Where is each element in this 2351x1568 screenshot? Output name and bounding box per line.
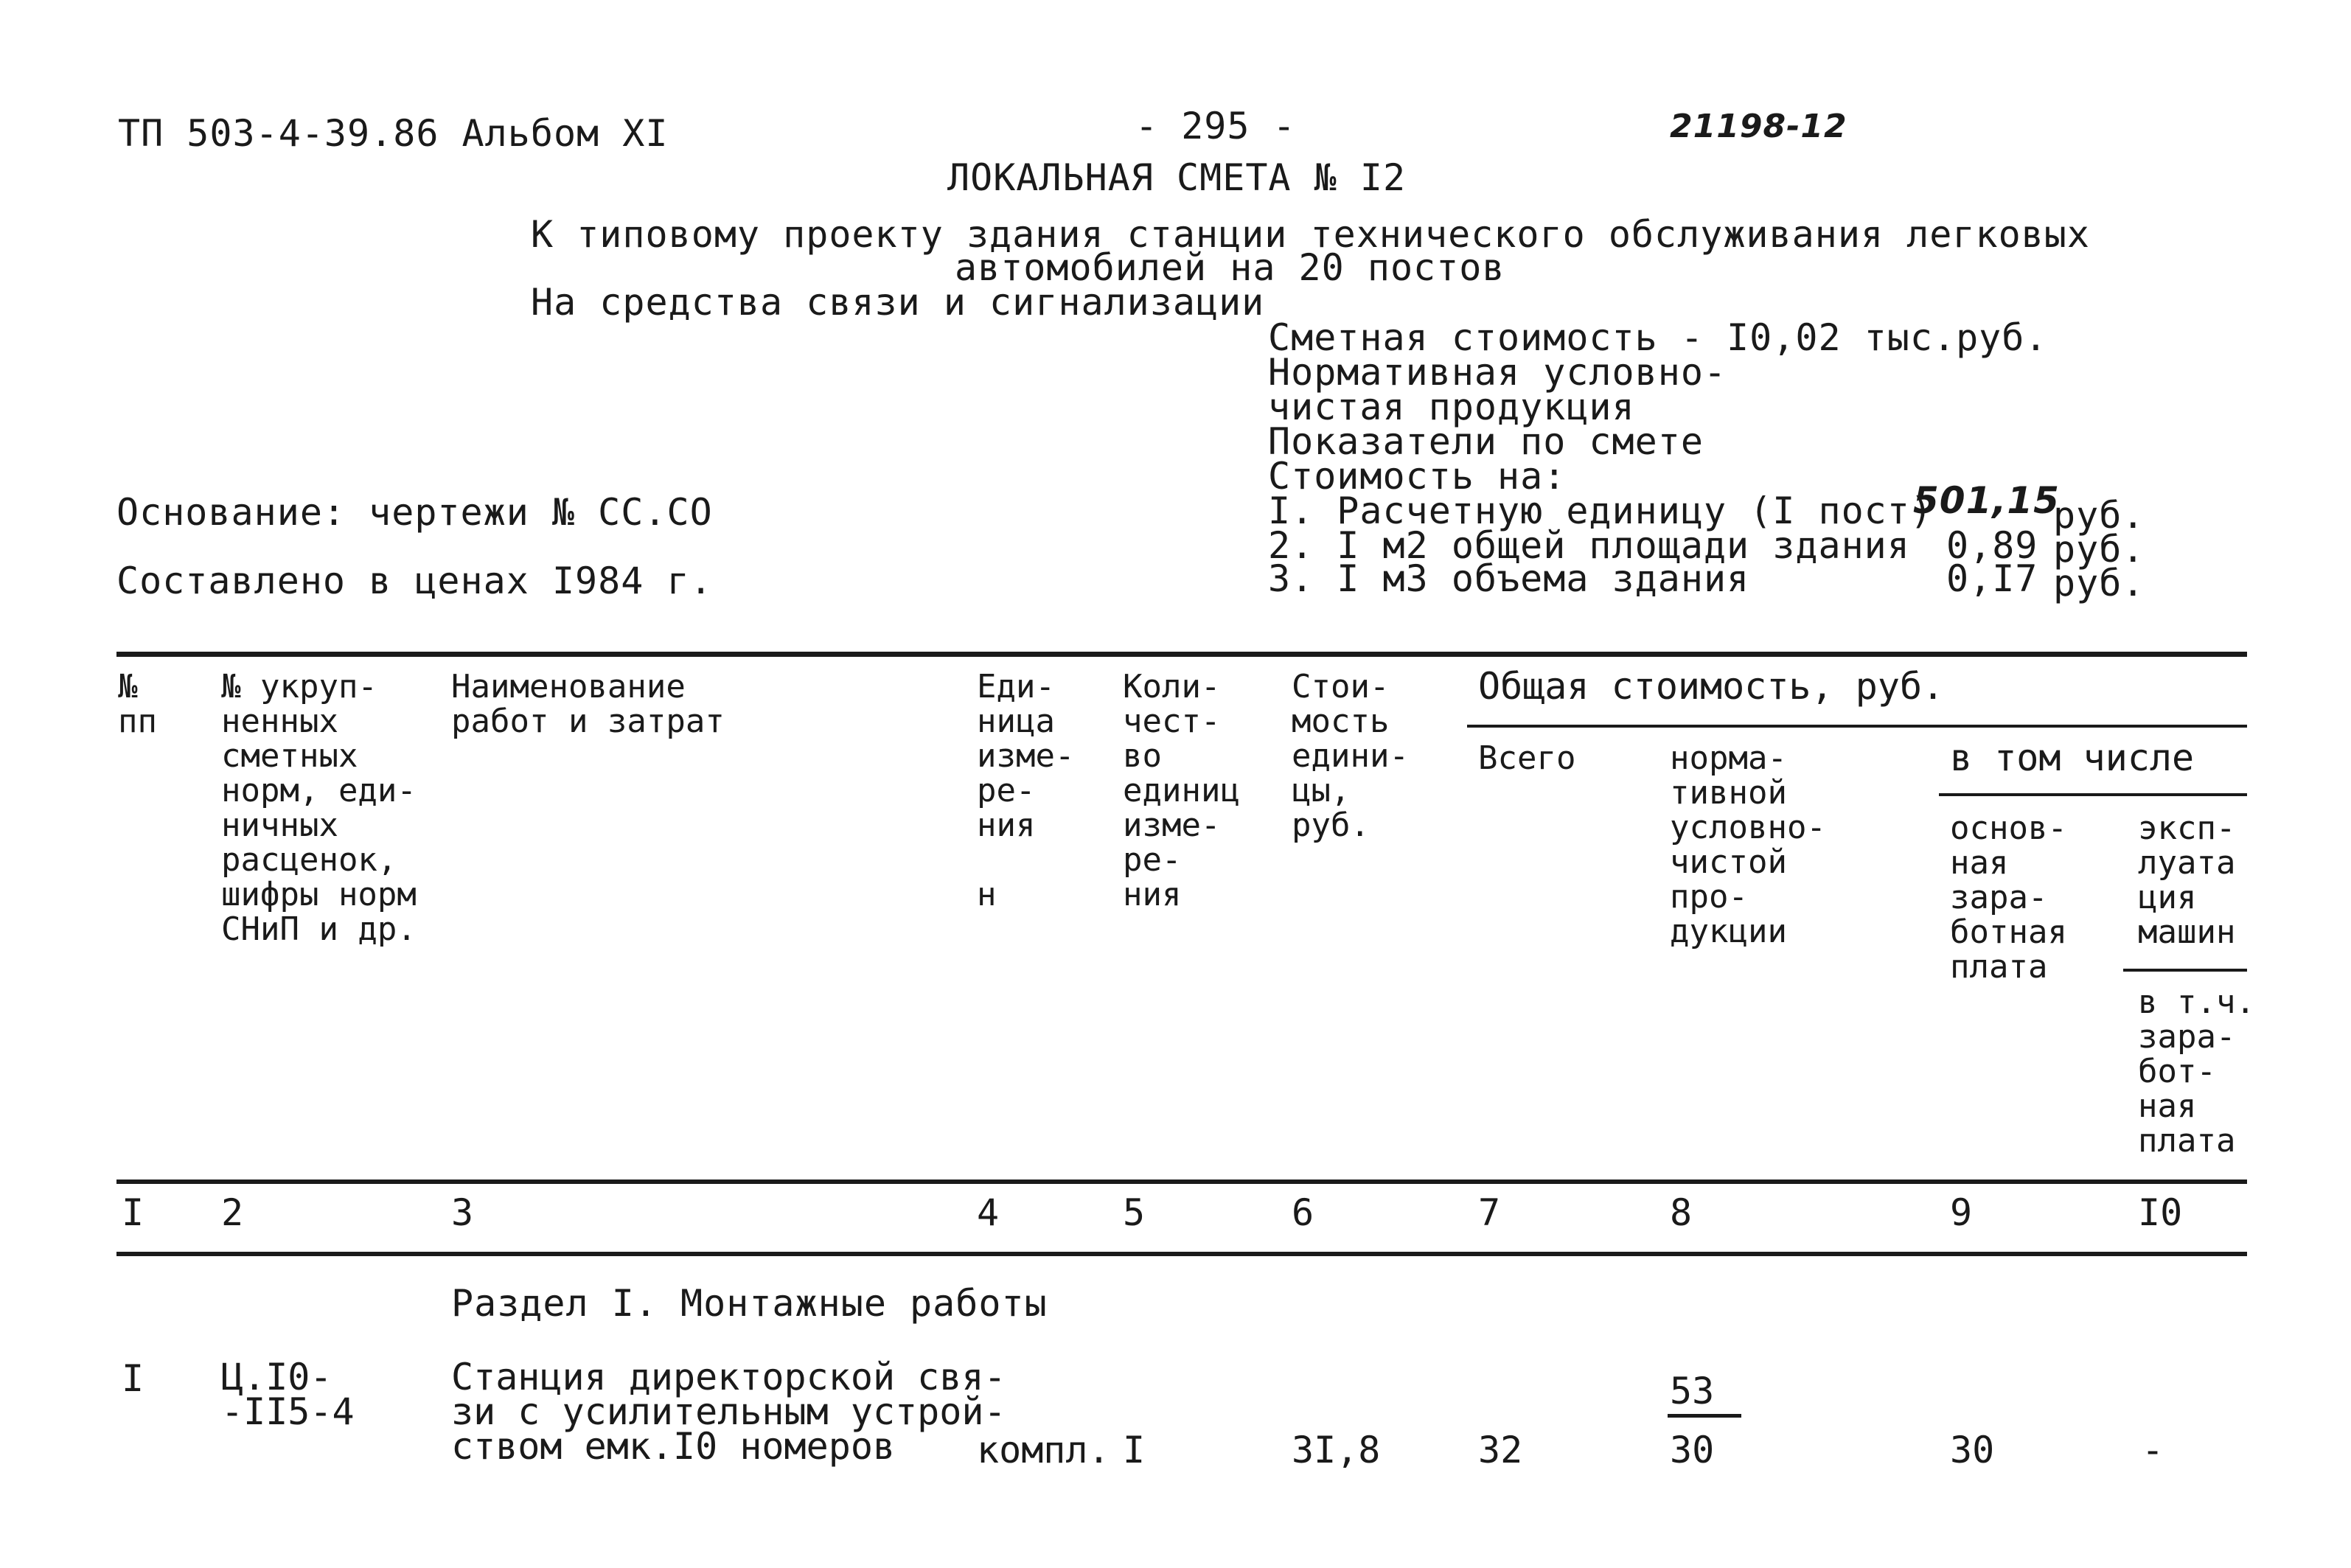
indicator-2-value: 0,89	[1946, 524, 2038, 567]
col-number-5: 5	[1123, 1191, 1146, 1234]
col-number-9: 9	[1950, 1191, 1973, 1234]
col-header-name: Наименование работ и затрат	[451, 668, 725, 740]
row-number: I	[122, 1357, 144, 1400]
norm-product-line-1: Нормативная условно-	[1268, 351, 1727, 394]
indicator-1-currency: руб.	[2053, 494, 2145, 537]
col-header-norm-code: № укруп- ненных сметных норм, еди- ничных расценок, шифры норм СНиП и др.	[221, 668, 417, 948]
page-number: - 295 -	[1135, 105, 1296, 147]
column-numbers-rule	[116, 1252, 2247, 1256]
row-norm-product-top: 53	[1670, 1370, 1715, 1412]
row-quantity: I	[1123, 1429, 1146, 1471]
row-work-name: Станция директорской свя- зи с усилительным устрой- ством емк.I0 номеров	[451, 1356, 1006, 1468]
col-header-total-group: Общая стоимость, руб.	[1478, 665, 1945, 708]
table-top-rule	[116, 652, 2247, 657]
indicator-3-label: 3. I м3 объема здания	[1268, 557, 1750, 600]
indicators-heading: Показатели по смете	[1268, 420, 1704, 463]
header-bottom-rule	[116, 1180, 2247, 1184]
col-number-10: I0	[2138, 1191, 2183, 1234]
row-machines: -	[2142, 1429, 2164, 1471]
indicator-3-value: 0,I7	[1946, 557, 2038, 600]
col-header-machines: эксп- луата ция машин	[2138, 809, 2236, 951]
document-title: ЛОКАЛЬНАЯ СМЕТА № I2	[947, 156, 1407, 199]
row-norm-code: Ц.I0- -II5-4	[221, 1356, 355, 1433]
col-header-wage: основ- ная зара- ботная плата	[1950, 809, 2067, 986]
cost-on-heading: Стоимость на:	[1268, 455, 1567, 498]
indicator-2-label: 2. I м2 общей площади здания	[1268, 524, 1910, 567]
subtitle-line-1: К типовому проекту здания станции технического обслуживания легковых	[531, 213, 2090, 256]
basis-line: Основание: чертежи № СС.СО	[116, 491, 713, 534]
total-cost-rule	[1467, 725, 2247, 728]
col-header-including-group: в том числе	[1950, 736, 2195, 779]
indicator-1-label: I. Расчетную единицу (I пост)	[1268, 489, 1933, 532]
document-code: ТП 503-4-39.86 Альбом XI	[118, 112, 669, 155]
col-header-number: № пп	[118, 668, 157, 740]
fraction-bar	[1668, 1414, 1741, 1418]
machines-rule	[2123, 969, 2247, 972]
purpose-line: На средства связи и сигнализации	[531, 281, 1265, 324]
col-number-1: I	[122, 1191, 144, 1234]
row-unit: компл.	[977, 1429, 1110, 1471]
including-rule	[1939, 793, 2247, 796]
section-title: Раздел I. Монтажные работы	[451, 1282, 1048, 1325]
row-total: 32	[1478, 1429, 1523, 1471]
row-norm-product-bottom: 30	[1670, 1429, 1715, 1471]
col-header-machines-wage: в т.ч. зара- бот- ная плата	[2138, 983, 2255, 1160]
col-header-total: Всего	[1478, 739, 1576, 777]
archive-stamp: 21198-12	[1670, 108, 1847, 145]
row-wage: 30	[1950, 1429, 1995, 1471]
col-header-unit-cost: Стои- мость едини- цы, руб.	[1292, 668, 1409, 844]
col-number-3: 3	[451, 1191, 474, 1234]
indicator-3-currency: руб.	[2053, 562, 2145, 604]
col-number-6: 6	[1292, 1191, 1314, 1234]
indicator-2-currency: руб.	[2053, 528, 2145, 571]
row-unit-cost: 3I,8	[1292, 1429, 1381, 1471]
norm-product-line-2: чистая продукция	[1268, 386, 1635, 428]
subtitle-line-2: автомобилей на 20 постов	[955, 246, 1505, 289]
col-header-norm-product: норма- тивной условно- чистой про- дукции	[1670, 739, 1826, 950]
estimated-cost: Сметная стоимость - I0,02 тыс.руб.	[1268, 316, 2048, 359]
col-header-unit: Еди- ница изме- ре- ния н	[977, 668, 1075, 913]
col-header-quantity: Коли- чест- во единиц изме- ре- ния	[1123, 668, 1240, 913]
col-number-7: 7	[1478, 1191, 1501, 1234]
col-number-8: 8	[1670, 1191, 1693, 1234]
col-number-4: 4	[977, 1191, 1000, 1234]
col-number-2: 2	[221, 1191, 244, 1234]
indicator-1-value: 501,15	[1913, 479, 2060, 522]
prices-line: Составлено в ценах I984 г.	[116, 560, 713, 602]
